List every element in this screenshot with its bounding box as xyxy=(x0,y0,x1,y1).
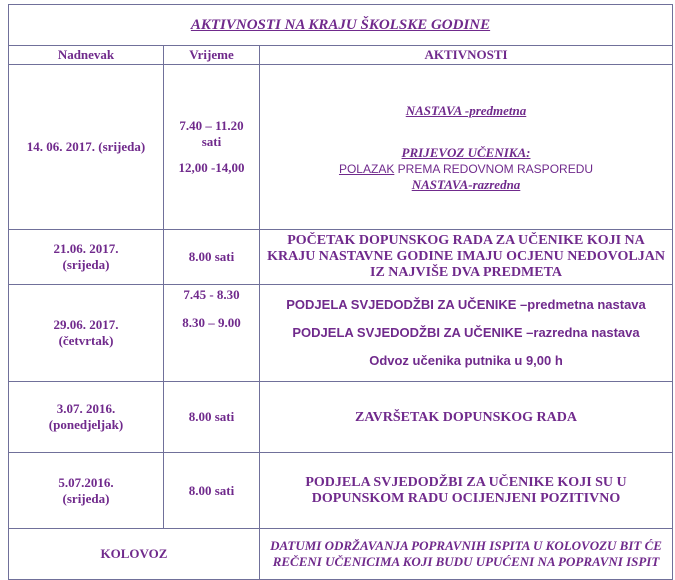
activity-text: POLAZAK xyxy=(338,162,395,176)
activity-cell xyxy=(260,65,673,230)
table-row xyxy=(9,453,673,529)
date-cell xyxy=(9,382,164,453)
activity-text: PODJELA SVJEDODŽBI ZA UČENIKE –razredna nastava xyxy=(292,325,640,340)
date-day: (srijeda) xyxy=(62,257,110,272)
time-text: 8.30 – 9.00 xyxy=(182,315,241,330)
date-cell xyxy=(9,65,164,230)
date-text: 14. 06. 2017. (srijeda) xyxy=(26,139,146,154)
date-text: 29.06. 2017. xyxy=(53,317,119,332)
activity-text: PODJELA SVJEDODŽBI ZA UČENIKE KOJI SU U DOPUNSKOM RADU OCIJENJENI POZITIVNO xyxy=(305,474,627,506)
activity-cell xyxy=(260,529,673,580)
time-cell xyxy=(164,382,260,453)
title-row xyxy=(9,5,673,46)
activity-text: ZAVRŠETAK DOPUNSKOG RADA xyxy=(355,409,577,425)
table-row xyxy=(9,382,673,453)
page-title: AKTIVNOSTI NA KRAJU ŠKOLSKE GODINE xyxy=(9,5,673,46)
date-text: 5.07.2016. xyxy=(58,474,114,490)
date-cell xyxy=(9,529,260,580)
header-date: Nadnevak xyxy=(9,46,164,65)
date-day: (srijeda) xyxy=(62,490,110,506)
activity-text: PODJELA SVJEDODŽBI ZA UČENIKE –predmetna nastava xyxy=(286,297,646,312)
schedule-page xyxy=(8,4,672,580)
table-row xyxy=(9,65,673,230)
time-text: 8.00 sati xyxy=(188,409,235,424)
table-row xyxy=(9,529,673,580)
table-row xyxy=(9,285,673,382)
activity-text: NASTAVA -predmetna xyxy=(405,103,527,118)
date-cell xyxy=(9,285,164,382)
date-cell xyxy=(9,453,164,529)
activity-cell xyxy=(260,230,673,285)
date-cell xyxy=(9,230,164,285)
time-cell xyxy=(164,285,260,382)
activity-cell xyxy=(260,453,673,529)
activity-text: PREMA REDOVNOM RASPOREDU xyxy=(394,162,594,176)
time-cell xyxy=(164,65,260,230)
time-text: 8.00 sati xyxy=(188,482,235,498)
time-cell xyxy=(164,453,260,529)
activity-text: NASTAVA-razredna xyxy=(411,177,521,192)
date-text: 3.07. 2016. xyxy=(56,401,116,416)
date-text: KOLOVOZ xyxy=(100,546,168,561)
activity-text: Odvoz učenika putnika u 9,00 h xyxy=(369,353,563,368)
activity-cell xyxy=(260,285,673,382)
header-row xyxy=(9,46,673,65)
activity-text: DATUMI ODRŽAVANJA POPRAVNIH ISPITA U KOLOVOZU BIT ĆE REČENI UČENICIMA KOJI BUDU UPUĆENI NA POPRAVNI ISPIT xyxy=(270,538,662,569)
activity-text: PRIJEVOZ UČENIKA: xyxy=(401,145,531,160)
activity-cell xyxy=(260,382,673,453)
activity-text: POČETAK DOPUNSKOG RADA ZA UČENIKE KOJI NA KRAJU NASTAVNE GODINE IMAJU OCJENU NEDOVOLJAN IZ NAJVIŠE DVA PREDMETA xyxy=(267,233,665,280)
time-text: 7.45 - 8.30 xyxy=(183,287,240,302)
time-cell xyxy=(164,230,260,285)
header-activities: AKTIVNOSTI xyxy=(260,46,673,65)
table-row xyxy=(9,230,673,285)
header-time: Vrijeme xyxy=(164,46,260,65)
date-day: (četvrtak) xyxy=(58,333,114,348)
date-day: (ponedjeljak) xyxy=(48,417,124,432)
time-text: 8.00 sati xyxy=(188,249,235,264)
time-unit: sati xyxy=(201,134,222,149)
time-text: 7.40 – 11.20 xyxy=(179,118,244,133)
schedule-table xyxy=(8,4,673,580)
time-text: 12,00 -14,00 xyxy=(178,160,245,175)
date-text: 21.06. 2017. xyxy=(53,241,119,256)
